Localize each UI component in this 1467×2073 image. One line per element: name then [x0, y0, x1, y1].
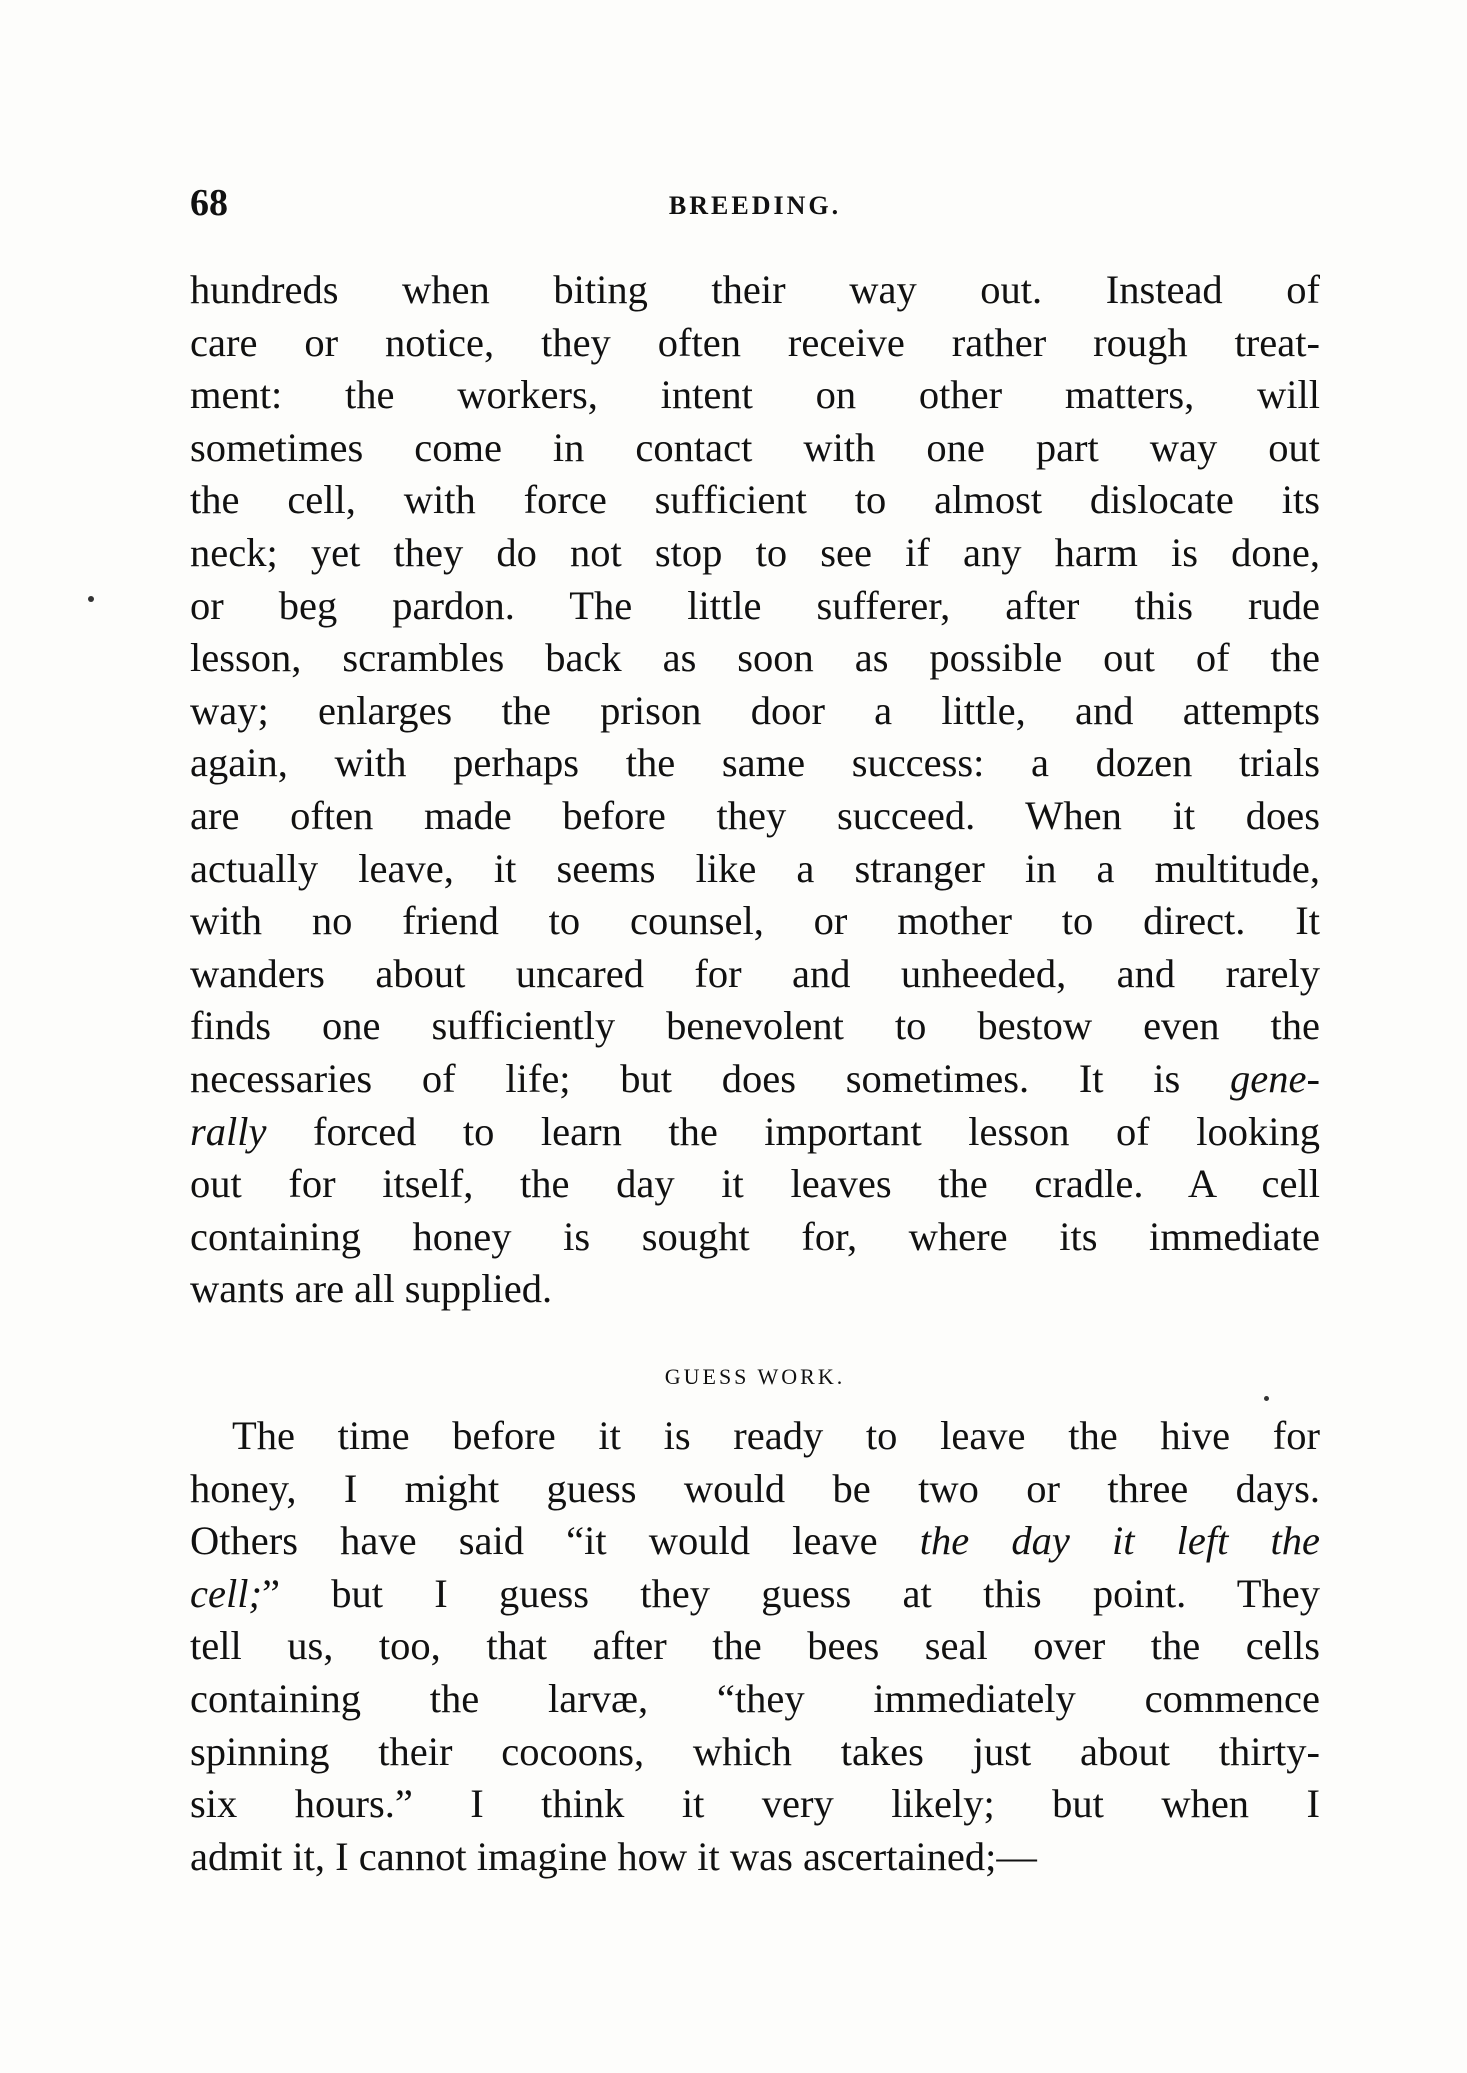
text-line: with no friend to counsel, or mother to direct. It: [190, 898, 1320, 944]
text-line: again, with perhaps the same success: a dozen trials: [190, 740, 1320, 786]
text-line: finds one sufficiently benevolent to bestow even the: [190, 1003, 1320, 1049]
text-line: wants are all supplied.: [190, 1266, 553, 1312]
text-line: the cell, with force sufficient to almost dislocate its: [190, 477, 1320, 523]
text-line: honey, I might guess would be two or three days.: [190, 1465, 1320, 1511]
text-run: ” but I guess they guess at this point. They: [261, 1570, 1320, 1616]
text-line: [190, 1106, 1320, 1159]
text-line: [190, 1053, 1320, 1106]
text-line: tell us, too, that after the bees seal over the cells: [190, 1623, 1320, 1669]
italic-text: cell;: [190, 1570, 262, 1616]
page-number: 68: [190, 182, 228, 224]
text-line: care or notice, they often receive rather rough treat-: [190, 319, 1320, 365]
ink-speck: [88, 596, 94, 602]
italic-text: the day it left the: [919, 1518, 1321, 1564]
text-line: six hours.” I think it very likely; but when I: [190, 1781, 1320, 1827]
text-line: lesson, scrambles back as soon as possible out of the: [190, 635, 1320, 681]
running-head: [190, 180, 1320, 230]
paragraph-1: [190, 264, 1320, 1316]
text-line: neck; yet they do not stop to see if any harm is done,: [190, 529, 1320, 575]
ink-speck: [1264, 1396, 1269, 1401]
text-run: Others have said “it would leave: [190, 1518, 920, 1564]
text-line: out for itself, the day it leaves the cradle. A cell: [190, 1161, 1320, 1207]
text-run: necessaries of life; but does sometimes. It is: [190, 1055, 1231, 1101]
italic-text: rally: [190, 1108, 267, 1154]
text-line: hundreds when biting their way out. Instead of: [190, 267, 1320, 312]
text-line: admit it, I cannot imagine how it was ascertained;—: [190, 1833, 1037, 1879]
paragraph-2: [190, 1410, 1320, 1883]
text-line: or beg pardon. The little sufferer, after this rude: [190, 582, 1320, 628]
text-line: [190, 1568, 1320, 1621]
text-line: The time before it is ready to leave the hive for: [232, 1413, 1320, 1458]
text-line: containing honey is sought for, where its immediate: [190, 1213, 1320, 1259]
text-line: are often made before they succeed. When it does: [190, 792, 1320, 838]
text-line: way; enlarges the prison door a little, and attempts: [190, 687, 1320, 733]
text-line: ment: the workers, intent on other matters, will: [190, 372, 1320, 418]
text-line: actually leave, it seems like a stranger in a multitude,: [190, 845, 1320, 891]
text-line: containing the larvæ, “they immediately commence: [190, 1675, 1320, 1721]
text-line: sometimes come in contact with one part way out: [190, 424, 1320, 470]
text-line: [190, 1515, 1320, 1568]
text-line: wanders about uncared for and unheeded, and rarely: [190, 950, 1320, 996]
text-line: spinning their cocoons, which takes just about thirty-: [190, 1728, 1320, 1774]
italic-text: gene-: [1230, 1055, 1320, 1101]
section-heading: GUESS WORK.: [664, 1364, 846, 1389]
running-title: BREEDING.: [668, 191, 842, 220]
text-run: forced to learn the important lesson of looking: [266, 1108, 1320, 1154]
